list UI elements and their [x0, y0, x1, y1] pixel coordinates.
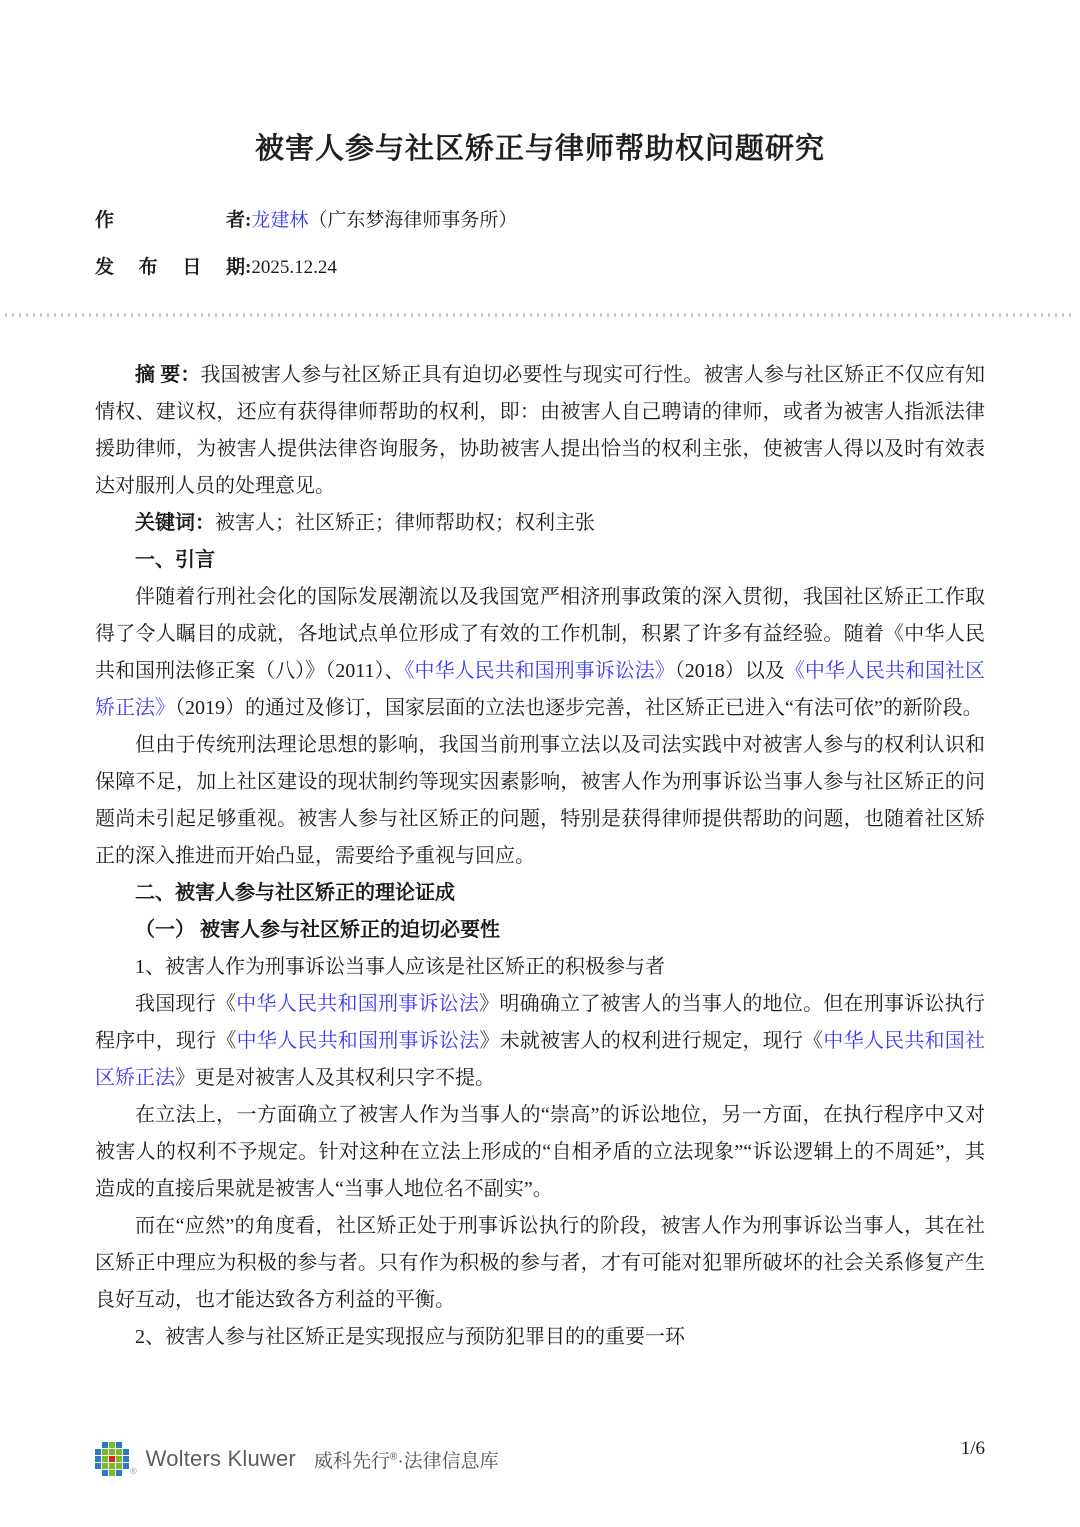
law-link[interactable]: 中华人民共和国刑事诉讼法	[236, 993, 480, 1015]
paragraph	[95, 579, 985, 727]
paragraph	[95, 1097, 985, 1208]
author-colon: :	[245, 210, 252, 231]
text-run: 但由于传统刑法理论思想的影响，我国当前刑事立法以及司法实践中对被害人参与的权利认识和保障不足，加上社区建设的现状制约等现实因素影响，被害人作为刑事诉讼当事人参与社区矫正的问题尚未引起足够重视。被害人参与社区矫正的问题，特别是获得律师提供帮助的问题，也随着社区矫正的深入推进而开始凸显，需要给予重视与回应。	[95, 734, 985, 867]
text-run: 伴随着行刑社会化的国际发展潮流以及我国宽严相济刑事政策的深入贯彻，我国社区矫正工作取得了令人瞩目的成就，各地试点单位形成了有效的工作机制，积累了许多有益经验。随着《中华人民共和国刑法修正案（八）》（2011）、	[95, 586, 985, 682]
text-run: （一） 被害人参与社区矫正的迫切必要性	[135, 919, 500, 941]
text-run: 我国被害人参与社区矫正具有迫切必要性与现实可行性。被害人参与社区矫正不仅应有知情权、建议权，还应有获得律师帮助的权利，即：由被害人自己聘请的律师，或者为被害人指派法律援助律师，为被害人提供法律咨询服务，协助被害人提出恰当的权利主张，使被害人得以及时有效表达对服刑人员的处理意见。	[95, 364, 986, 497]
section-heading	[95, 542, 985, 579]
numbered-item	[95, 1319, 985, 1356]
text-run: 》未就被害人的权利进行规定，现行《	[479, 1030, 824, 1052]
paragraph	[95, 357, 985, 505]
text-run: 关键词：	[135, 512, 215, 534]
meta-author-row	[95, 207, 985, 235]
text-run: 而在“应然”的角度看，社区矫正处于刑事诉讼执行的阶段，被害人作为刑事诉讼当事人，其在社区矫正中理应为积极的参与者。只有作为积极的参与者，才有可能对犯罪所破坏的社会关系修复产生良好互动，也才能达致各方利益的平衡。	[95, 1215, 985, 1311]
date-label: 发布日期	[95, 257, 245, 278]
law-link[interactable]: 《中华人民共和国社区矫正法》	[95, 660, 986, 719]
date-colon: :	[245, 257, 252, 278]
wolters-kluwer-globe-icon	[95, 1442, 129, 1476]
paragraph	[95, 505, 985, 542]
author-affiliation: （广东梦海律师事务所）	[308, 210, 518, 231]
author-link[interactable]: 龙建林	[251, 210, 309, 231]
dotted-separator	[5, 312, 1075, 317]
product-name-text: 威科先行	[313, 1450, 390, 1472]
text-run: 2、被害人参与社区矫正是实现报应与预防犯罪目的的重要一环	[135, 1326, 685, 1348]
footer-brand	[95, 1442, 499, 1476]
text-run: 》更是对被害人及其权利只字不提。	[175, 1067, 495, 1089]
registered-mark: ®	[130, 1466, 137, 1476]
text-run: 一、引言	[135, 549, 215, 571]
paragraph	[95, 986, 985, 1097]
product-suffix-text: ·法律信息库	[397, 1450, 499, 1472]
page-title: 被害人参与社区矫正与律师帮助权问题研究	[254, 133, 825, 165]
text-run: （2019）的通过及修订，国家层面的立法也逐步完善，社区矫正已进入“有法可依”的新阶段。	[175, 697, 983, 719]
subsection-heading	[95, 912, 985, 949]
author-label: 作者	[95, 210, 245, 231]
meta-section	[95, 207, 985, 282]
text-run: 我国现行《	[135, 993, 237, 1015]
product-name	[314, 1446, 499, 1473]
page-number: 1/6	[960, 1438, 985, 1459]
law-link[interactable]: 中华人民共和国社区矫正法	[95, 1030, 986, 1089]
text-run: 二、被害人参与社区矫正的理论证成	[135, 882, 455, 904]
text-run: 摘 要：	[135, 364, 201, 386]
brand-name: Wolters Kluwer	[145, 1446, 296, 1471]
meta-date-row	[95, 254, 985, 282]
product-registered-mark: ®	[389, 1451, 398, 1463]
text-run: 被害人；社区矫正；律师帮助权；权利主张	[215, 512, 595, 534]
law-link[interactable]: 中华人民共和国刑事诉讼法	[236, 1030, 480, 1052]
page-footer	[95, 1436, 985, 1476]
article-body	[95, 357, 985, 1356]
paragraph	[95, 1208, 985, 1319]
text-run: 在立法上，一方面确立了被害人作为当事人的“崇高”的诉讼地位，另一方面，在执行程序中又对被害人的权利不予规定。针对这种在立法上形成的“自相矛盾的立法现象”“诉讼逻辑上的不周延”，其造成的直接后果就是被害人“当事人地位名不副实”。	[95, 1104, 985, 1200]
text-run: （2018）以及	[674, 660, 785, 682]
text-run: 1、被害人作为刑事诉讼当事人应该是社区矫正的积极参与者	[135, 956, 665, 978]
date-value: 2025.12.24	[251, 257, 337, 278]
law-link[interactable]: 《中华人民共和国刑事诉讼法》	[404, 660, 675, 682]
text-run: 》明确确立了被害人的当事人的地位。但在刑事诉讼执行程序中，现行《	[95, 993, 986, 1052]
section-heading	[95, 875, 985, 912]
paragraph	[95, 727, 985, 875]
numbered-item	[95, 949, 985, 986]
